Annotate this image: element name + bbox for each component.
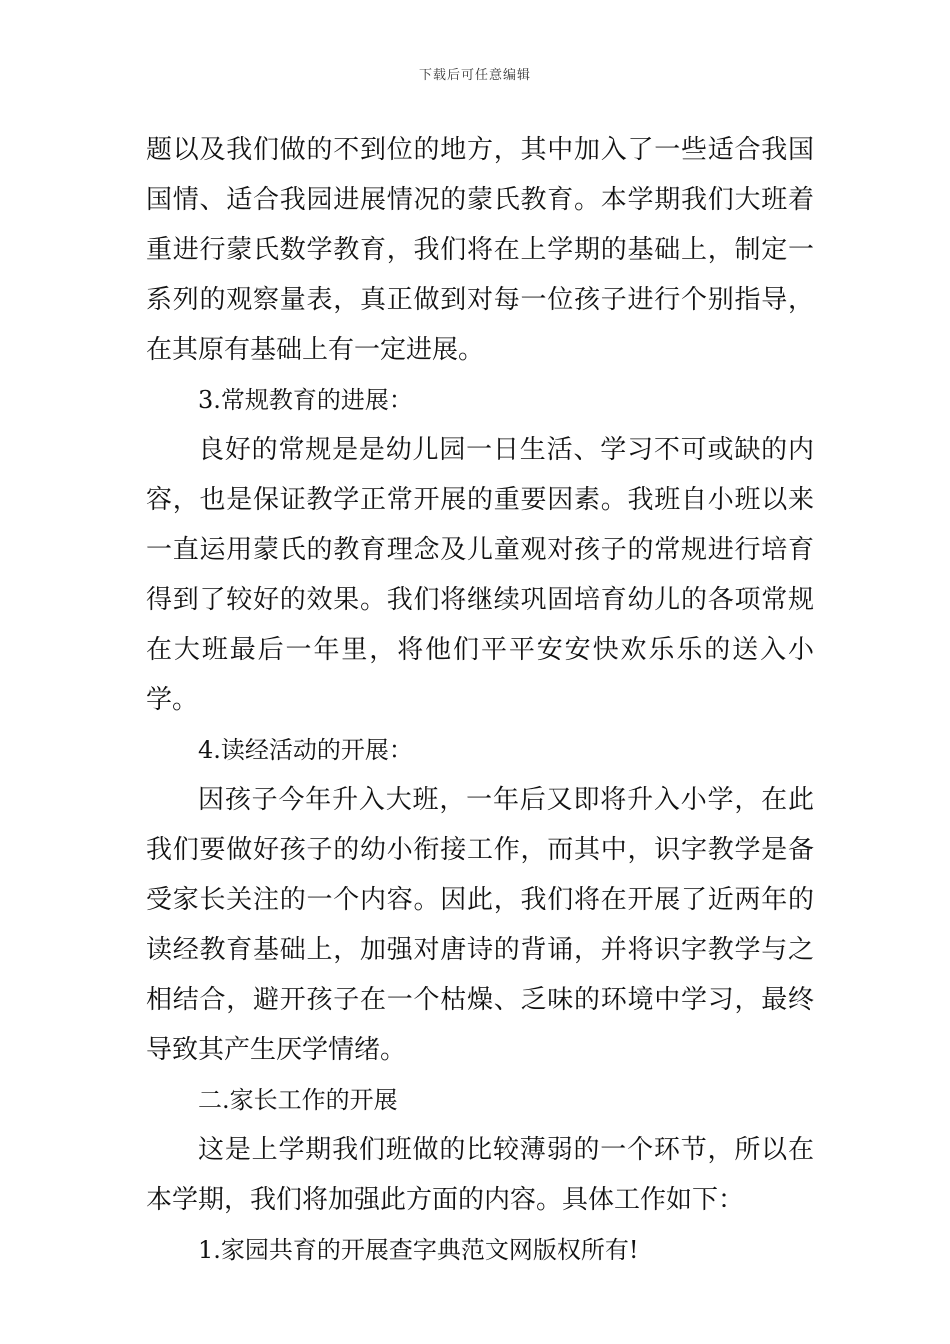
document-body [146, 125, 814, 1275]
paragraph-continuation: 题以及我们做的不到位的地方，其中加入了一些适合我国国情、适合我园进展情况的蒙氏教育。本学期我们大班着重进行蒙氏数学教育，我们将在上学期的基础上，制定一系列的观察量表，真正做到对每一位孩子进行个别指导，在其原有基础上有一定进展。 [146, 135, 814, 365]
page-header: 下载后可任意编辑 [418, 68, 531, 83]
section-heading-routine-education: 3.常规教育的进展： [198, 386, 413, 414]
paragraph-parent-work: 这是上学期我们班做的比较薄弱的一个环节，所以在本学期，我们将加强此方面的内容。具体工作如下： [146, 1135, 814, 1215]
paragraph-routine-education: 良好的常规是是幼儿园一日生活、学习不可或缺的内容，也是保证教学正常开展的重要因素。我班自小班以来一直运用蒙氏的教育理念及儿童观对孩子的常规进行培育得到了较好的效果。我们将继续巩固培育幼儿的各项常规在大班最后一年里，将他们平平安安快欢乐乐的送入小学。 [146, 435, 814, 715]
section-heading-home-school: 1.家园共育的开展查字典范文网版权所有! [198, 1236, 639, 1264]
paragraph-classics-reading: 因孩子今年升入大班，一年后又即将升入小学，在此我们要做好孩子的幼小衔接工作，而其中，识字教学是备受家长关注的一个内容。因此，我们将在开展了近两年的读经教育基础上，加强对唐诗的背诵，并将识字教学与之相结合，避开孩子在一个枯燥、乏味的环境中学习，最终导致其产生厌学情绪。 [146, 785, 814, 1065]
section-heading-classics-reading: 4.读经活动的开展： [198, 736, 413, 764]
section-heading-parent-work: 二.家长工作的开展 [198, 1086, 398, 1114]
